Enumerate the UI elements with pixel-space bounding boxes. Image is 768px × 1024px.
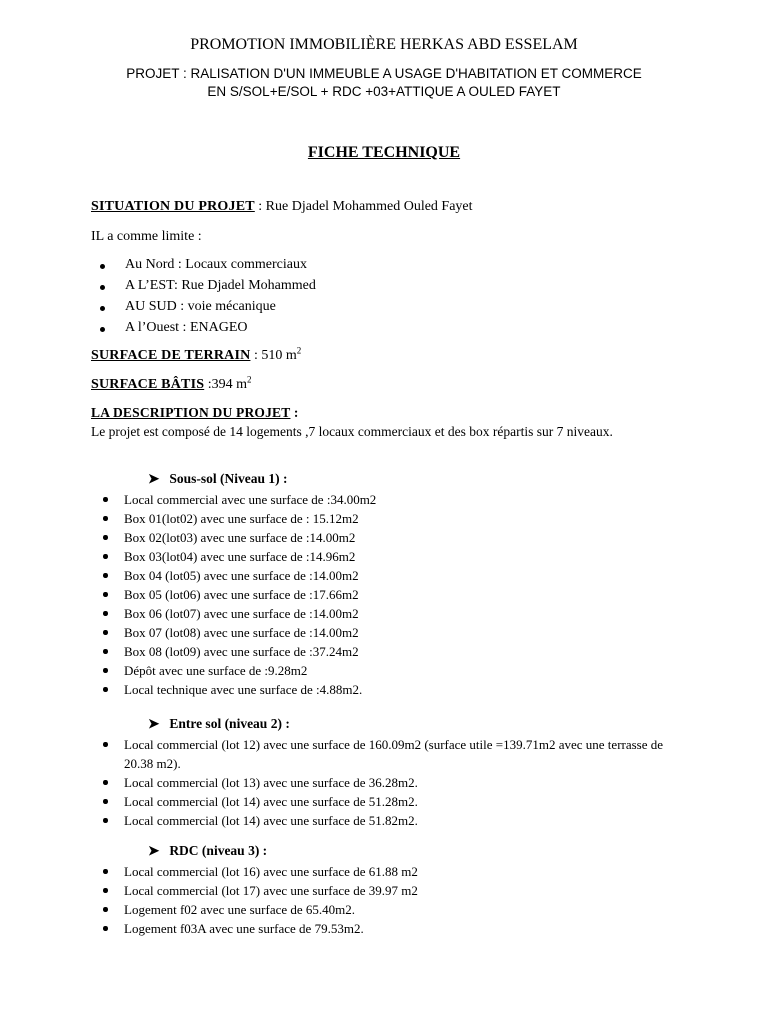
bullet-icon — [103, 630, 108, 635]
surface-batis-line — [91, 374, 252, 393]
bullet-icon — [103, 668, 108, 673]
description-colon: : — [290, 405, 299, 420]
bullet-icon — [103, 497, 108, 502]
list-item: Box 03(lot04) avec une surface de :14.96m2 — [103, 547, 683, 566]
bullet-icon — [103, 926, 108, 931]
list-item: Box 01(lot02) avec une surface de : 15.12m2 — [103, 509, 683, 528]
rdc-list — [103, 862, 683, 938]
arrow-bullet-icon: ➤ — [148, 471, 160, 486]
situation-value: : Rue Djadel Mohammed Ouled Fayet — [254, 199, 473, 214]
bullet-icon — [103, 592, 108, 597]
bullet-icon — [103, 535, 108, 540]
section-heading-entre-sol: ➤ Entre sol (niveau 2) : — [148, 716, 290, 731]
list-item: Local commercial (lot 13) avec une surface de 36.28m2. — [103, 773, 683, 792]
bullet-icon — [103, 818, 108, 823]
list-item: Dépôt avec une surface de :9.28m2 — [103, 661, 683, 680]
bullet-icon — [100, 285, 105, 290]
list-item: Box 02(lot03) avec une surface de :14.00m2 — [103, 528, 683, 547]
bullet-icon — [103, 516, 108, 521]
project-line-2: EN S/SOL+E/SOL + RDC +03+ATTIQUE A OULED FAYET — [207, 84, 561, 99]
page-title: FICHE TECHNIQUE — [307, 144, 461, 161]
limits-intro: IL a comme limite : — [91, 229, 202, 244]
entre-sol-list — [103, 735, 683, 830]
surface-terrain-line — [91, 345, 302, 364]
surface-batis-label: SURFACE BÂTIS — [91, 377, 205, 392]
situation-line — [91, 199, 473, 215]
bullet-icon — [103, 742, 108, 747]
list-item: Box 06 (lot07) avec une surface de :14.00m2 — [103, 604, 683, 623]
bullet-icon — [103, 554, 108, 559]
list-item: AU SUD : voie mécanique — [100, 299, 316, 320]
arrow-bullet-icon: ➤ — [148, 843, 160, 858]
bullet-icon — [103, 780, 108, 785]
bullet-icon — [100, 264, 105, 269]
description-label: LA DESCRIPTION DU PROJET — [91, 405, 291, 420]
list-item: A L’EST: Rue Djadel Mohammed — [100, 278, 316, 299]
list-item: Local commercial (lot 17) avec une surface de 39.97 m2 — [103, 881, 683, 900]
list-item: Local technique avec une surface de :4.88m2. — [103, 680, 683, 699]
list-item: Logement f02 avec une surface de 65.40m2. — [103, 900, 683, 919]
situation-label: SITUATION DU PROJET — [91, 199, 255, 214]
section-heading-sous-sol: ➤ Sous-sol (Niveau 1) : — [148, 471, 288, 486]
list-item: Au Nord : Locaux commerciaux — [100, 257, 316, 278]
list-item: Box 05 (lot06) avec une surface de :17.66m2 — [103, 585, 683, 604]
list-item: Local commercial (lot 16) avec une surface de 61.88 m2 — [103, 862, 683, 881]
list-item: Logement f03A avec une surface de 79.53m2. — [103, 919, 683, 938]
surface-batis-sup: 2 — [246, 374, 252, 385]
sous-sol-list — [103, 490, 683, 699]
bullet-icon — [100, 327, 105, 332]
surface-terrain-value: : 510 m — [250, 348, 297, 363]
description-heading — [91, 405, 298, 421]
bullet-icon — [103, 573, 108, 578]
section-heading-rdc: ➤ RDC (niveau 3) : — [148, 843, 268, 858]
list-item: Local commercial (lot 14) avec une surface de 51.28m2. — [103, 792, 683, 811]
bullet-icon — [103, 907, 108, 912]
list-item: Box 08 (lot09) avec une surface de :37.24m2 — [103, 642, 683, 661]
list-item: A l’Ouest : ENAGEO — [100, 320, 316, 341]
list-item: Local commercial (lot 12) avec une surface de 160.09m2 (surface utile =139.71m2 avec une terrasse de 20.38 m2). — [103, 735, 683, 773]
bullet-icon — [103, 687, 108, 692]
surface-terrain-label: SURFACE DE TERRAIN — [91, 348, 251, 363]
surface-terrain-sup: 2 — [296, 345, 302, 356]
list-item: Local commercial avec une surface de :34.00m2 — [103, 490, 683, 509]
list-item: Box 04 (lot05) avec une surface de :14.00m2 — [103, 566, 683, 585]
project-line-1: PROJET : RALISATION D'UN IMMEUBLE A USAGE D'HABITATION ET COMMERCE — [126, 66, 642, 81]
surface-batis-value: :394 m — [204, 377, 247, 392]
company-title: PROMOTION IMMOBILIÈRE HERKAS ABD ESSELAM — [190, 36, 578, 53]
bullet-icon — [103, 869, 108, 874]
bullet-icon — [103, 799, 108, 804]
bullet-icon — [103, 888, 108, 893]
arrow-bullet-icon: ➤ — [148, 716, 160, 731]
list-item: Box 07 (lot08) avec une surface de :14.00m2 — [103, 623, 683, 642]
bullet-icon — [100, 306, 105, 311]
list-item: Local commercial (lot 14) avec une surface de 51.82m2. — [103, 811, 683, 830]
limits-list — [100, 257, 316, 341]
bullet-icon — [103, 649, 108, 654]
description-text: Le projet est composé de 14 logements ,7 locaux commerciaux et des box répartis sur 7 niveaux. — [91, 424, 613, 439]
bullet-icon — [103, 611, 108, 616]
